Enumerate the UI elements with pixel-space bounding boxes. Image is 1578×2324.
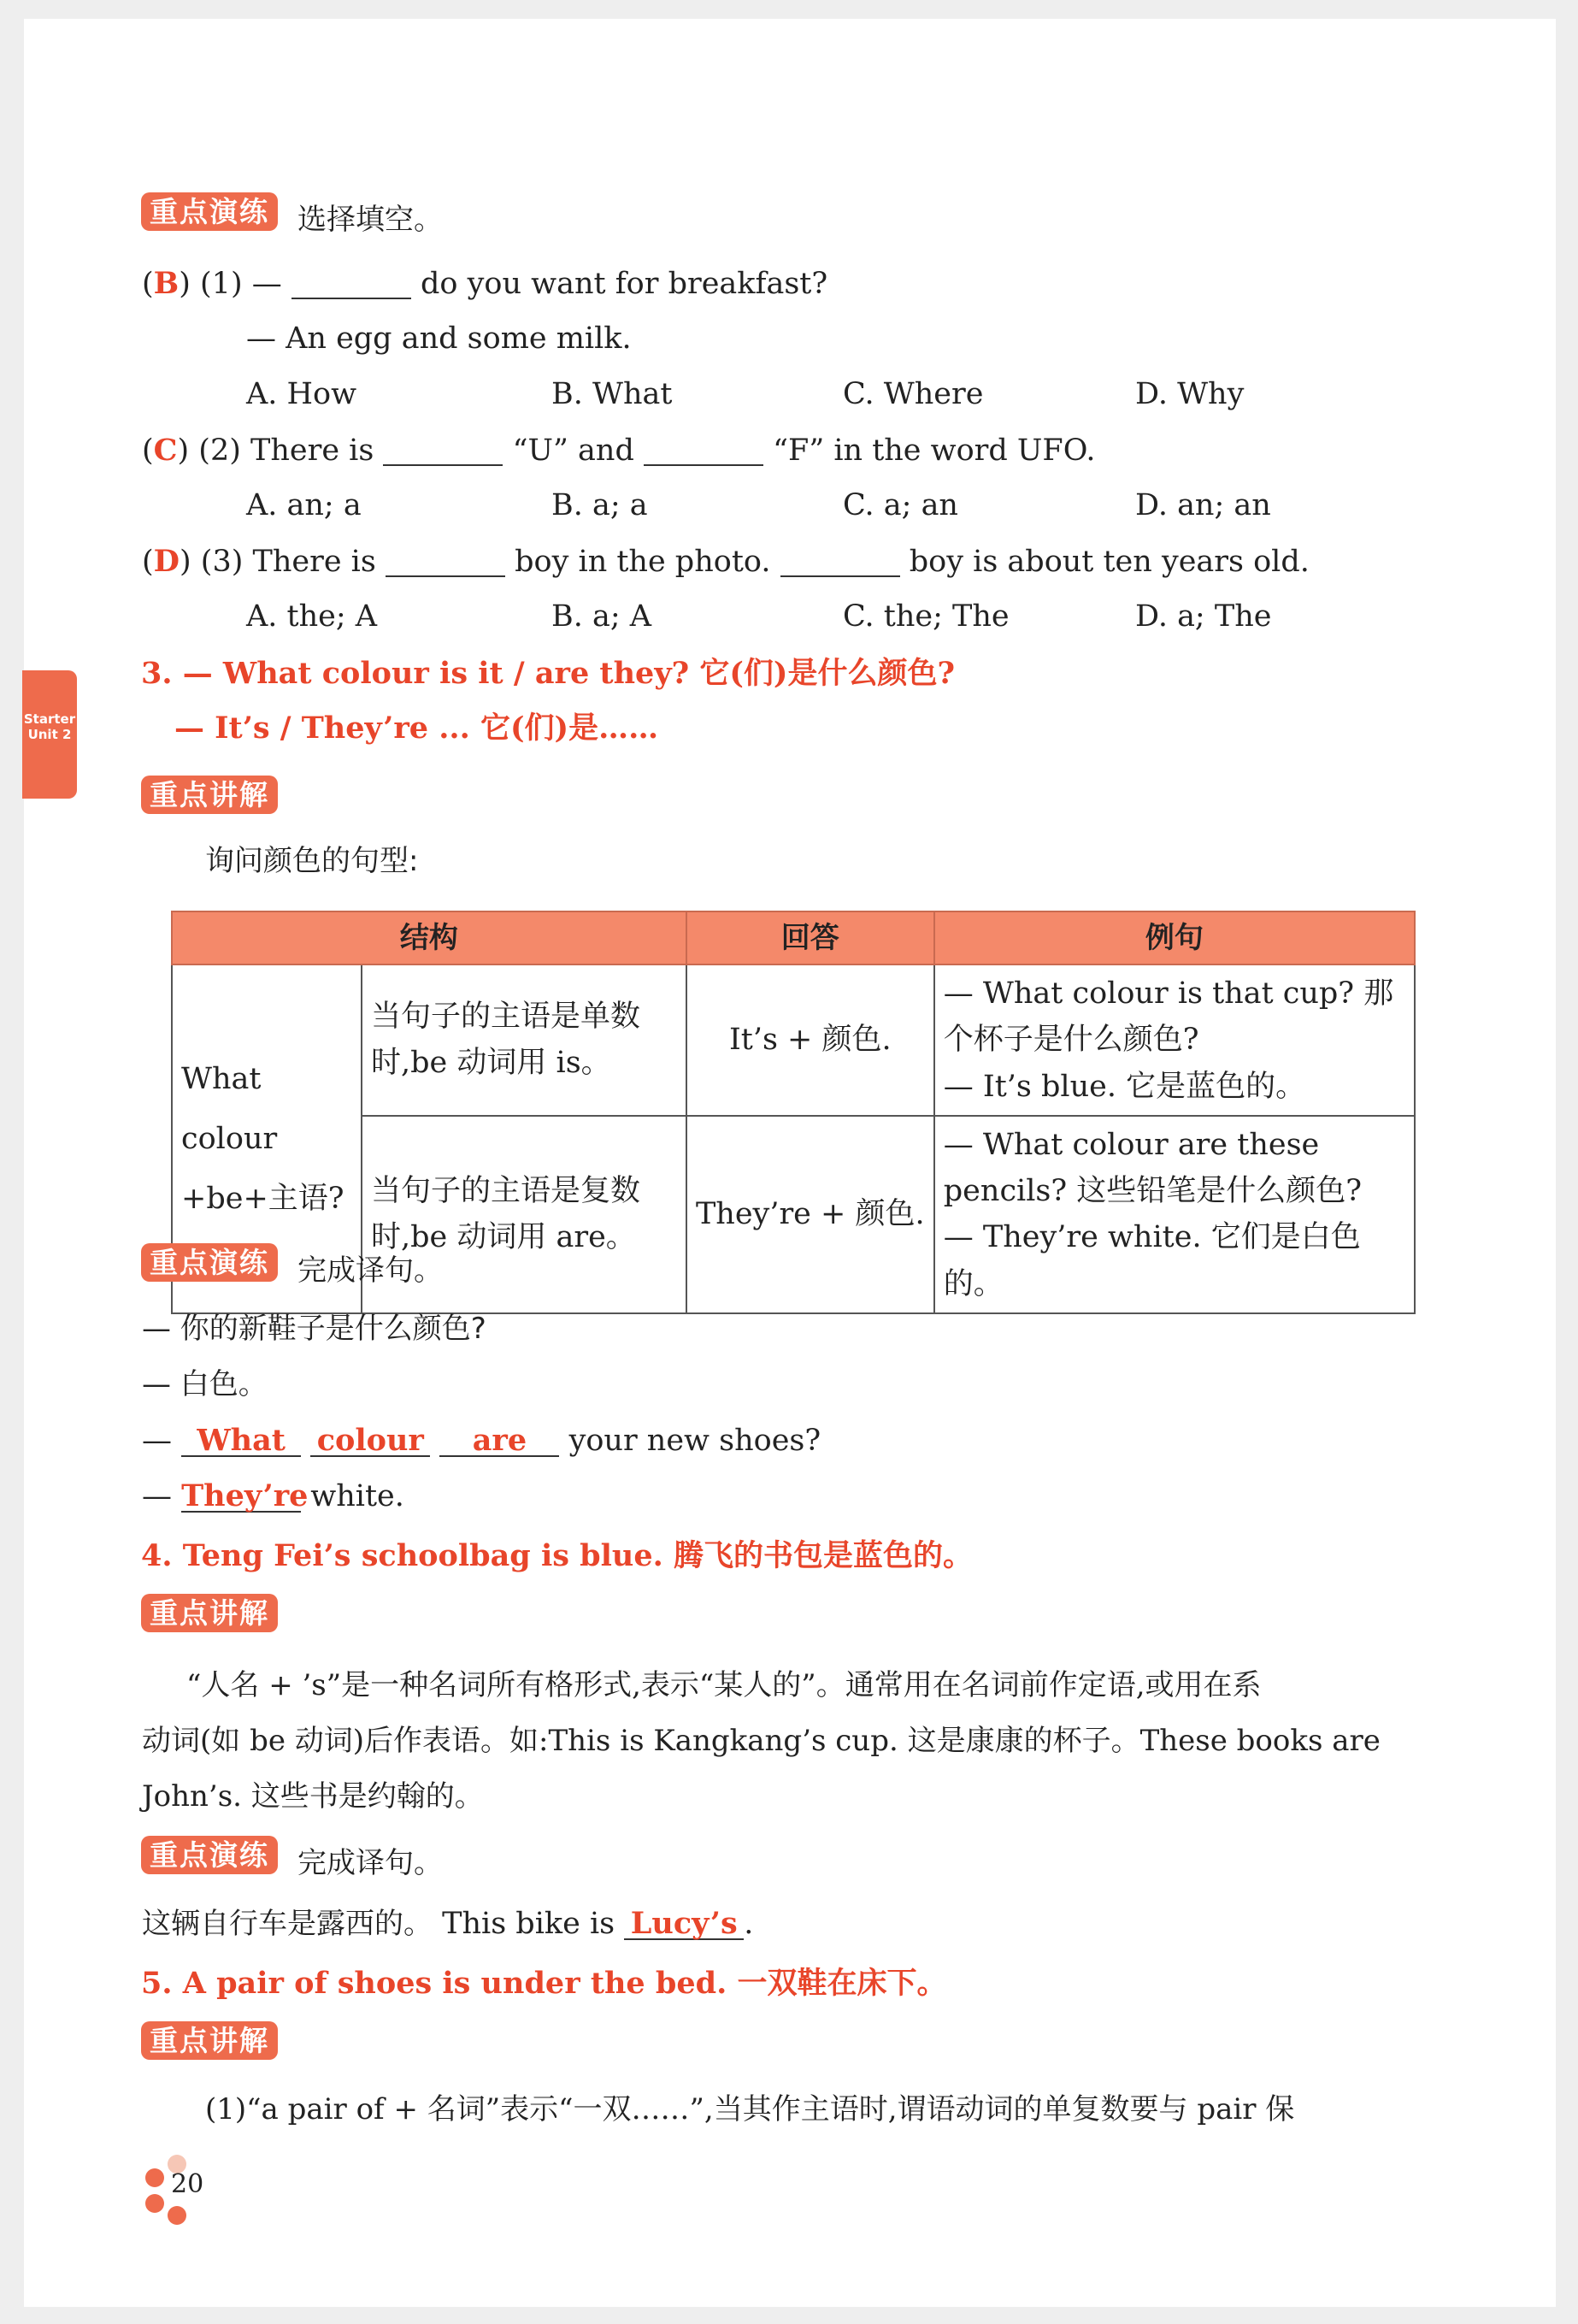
explain-tag: 重点讲解 [141,1594,278,1632]
example-line: — It’s blue. 它是蓝色的。 [943,1069,1306,1104]
point-5-heading: 5. A pair of shoes is under the bed. 一双鞋在床下。 [141,1966,947,2001]
example-cell [934,1116,1415,1313]
textbook-page [24,19,1556,2307]
explain-tag: 重点讲解 [141,2021,278,2060]
option: C. a; an [843,488,958,522]
filled-answer: Lucy’s [624,1908,744,1940]
practice-tag: 重点演练 [141,1836,278,1874]
option: D. a; The [1135,599,1272,634]
side-tab-line1: Starter [23,711,76,727]
practice-instruction: 完成译句。 [297,1846,443,1880]
filled-answer: What [181,1425,301,1457]
question-text: boy is about ten years old. [909,545,1310,579]
option: B. a; a [551,488,648,522]
table-header: 回答 [686,911,934,964]
side-tab-line2: Unit 2 [27,727,72,742]
answer-letter: C [153,433,178,468]
translation-line-1 [142,1425,821,1457]
question-text: There is [252,545,376,579]
table-header: 例句 [934,911,1415,964]
practice-instruction: 选择填空。 [297,203,443,237]
dash: — [142,1424,172,1458]
explain-text: 动词(如 be 动词)后作表语。如:This is Kangkang’s cup. 这是康康的杯子。These books are [142,1724,1381,1758]
example-line: — What colour is that cup? 那个杯子是什么颜色? [943,976,1394,1058]
filled-answer: They’re [181,1478,309,1513]
question-3: (D) (3) There is boy in the photo. boy is about ten years old. [142,544,1310,579]
answer-cell: It’s + 颜色. [686,964,934,1116]
point-3-subheading: — It’s / They’re ... 它(们)是…… [174,711,659,746]
point-3-heading: 3. — What colour is it / are they? 它(们)是什么颜色? [141,656,955,691]
explain-intro: 询问颜色的句型: [205,844,419,878]
question-text: boy in the photo. [515,545,771,579]
dash: — [251,267,282,301]
answer-letter: B [153,266,180,301]
question-1: (B) (1) — do you want for breakfast? [142,266,828,301]
blank [386,546,505,577]
dash: — [142,1479,172,1513]
filled-answer: colour [310,1425,430,1457]
example-line: — What colour are these pencils? 这些铅笔是什么颜色? [943,1127,1363,1208]
translation-line [142,1908,753,1940]
blank [383,435,503,466]
option: D. Why [1135,377,1245,411]
chinese-prompt: — 你的新鞋子是什么颜色? [142,1312,486,1346]
question-number: (3) [200,545,244,579]
explain-tag: 重点讲解 [141,776,278,814]
question-text: “U” and [512,434,634,468]
option: C. the; The [843,599,1010,634]
example-line: — They’re white. 它们是白色的。 [943,1220,1361,1301]
point-4-heading: 4. Teng Fei’s schoolbag is blue. 腾飞的书包是蓝色的。 [141,1538,973,1573]
sentence-rest: your new shoes? [568,1424,821,1458]
option: C. Where [843,377,984,411]
option: B. a; A [551,599,652,634]
question-number: (2) [198,434,241,468]
sentence-rest: white. [310,1479,404,1513]
question-text: “F” in the word UFO. [773,434,1096,468]
question-number: (1) [200,267,243,301]
sentence-start: This bike is [442,1907,615,1941]
option: B. What [551,377,673,411]
translation-line-2 [142,1478,404,1513]
period: . [744,1907,754,1941]
structure-cell: What colour +be+主语? [172,964,362,1313]
blank [780,546,900,577]
table-header: 结构 [172,911,686,964]
explain-text: (1)“a pair of + 名词”表示“一双……”,当其作主语时,谓语动词的单复数要与 pair 保 [205,2092,1295,2126]
answer-cell: They’re + 颜色. [686,1116,934,1313]
question-2: (C) (2) There is “U” and “F” in the word UFO. [142,433,1096,468]
practice-instruction: 完成译句。 [297,1253,443,1288]
option: A. How [246,377,357,411]
question-text: There is [250,434,374,468]
option: A. the; A [246,599,378,634]
filled-answer: are [439,1425,559,1457]
chinese-prompt: — 白色。 [142,1367,268,1401]
practice-tag: 重点演练 [141,1243,278,1282]
chinese-prompt: 这辆自行车是露西的。 [142,1907,433,1941]
page-number: 20 [171,2169,204,2199]
answer-letter: D [153,544,180,579]
condition-cell: 当句子的主语是复数时,be 动词用 are。 [362,1116,686,1313]
option: A. an; a [246,488,362,522]
explain-text: “人名 + ’s”是一种名词所有格形式,表示“某人的”。通常用在名词前作定语,或用在系 [186,1668,1262,1702]
practice-tag: 重点演练 [141,192,278,231]
condition-cell: 当句子的主语是单数时,be 动词用 is。 [362,964,686,1116]
blank [644,435,763,466]
unit-side-tab [22,670,77,799]
option: D. an; an [1135,488,1271,522]
question-text: do you want for breakfast? [421,267,828,301]
blank [291,268,411,299]
example-cell [934,964,1415,1116]
explain-text: John’s. 这些书是约翰的。 [142,1779,484,1814]
reply-text: — An egg and some milk. [246,321,632,356]
